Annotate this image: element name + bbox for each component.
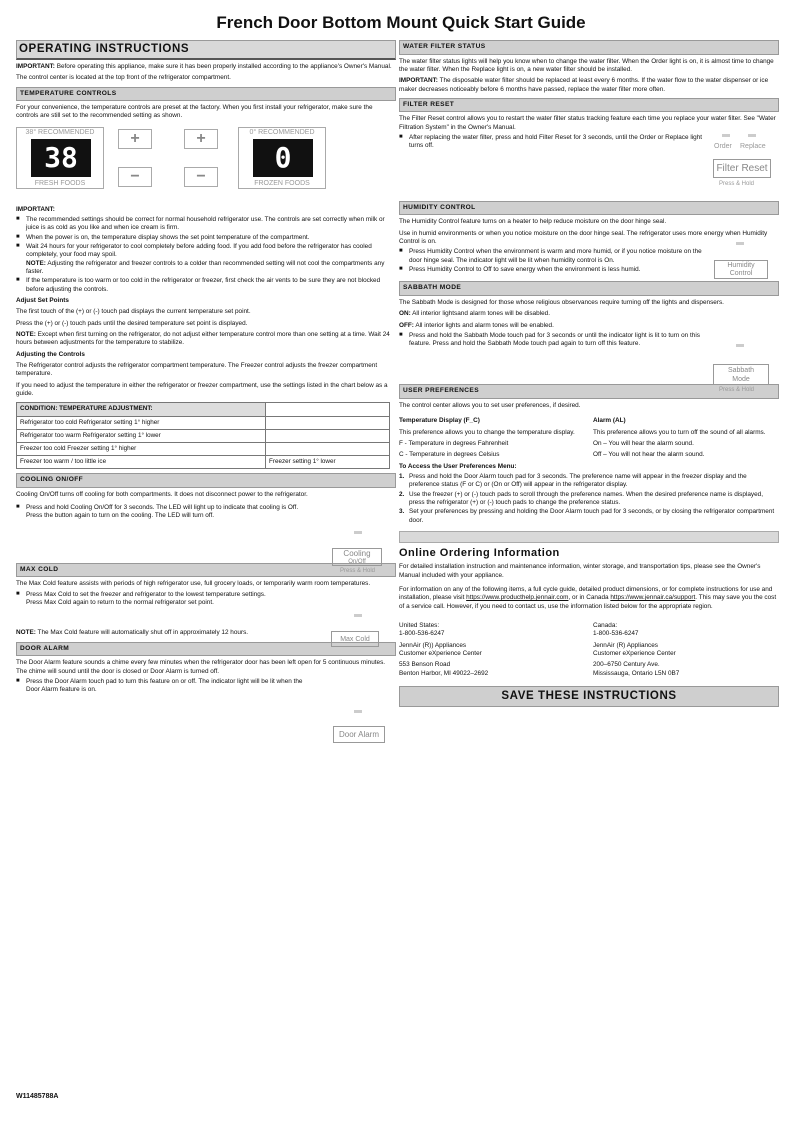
left-column: [16, 40, 396, 695]
sabbath-on: ON: All interior lightsand alarm tones will be disabled.: [399, 310, 550, 318]
list-item: ■ Wait 24 hours for your refrigerator to cool completely before adding food. If you add food before the refrigerator has cooled completely, your food may spoil. NOTE: Adjusting the refrigerator and freezer controls to a colder than recommended setting will not cool the compartments any faster.: [16, 243, 396, 276]
humidity-control-button[interactable]: Humidity Control: [714, 260, 768, 279]
fresh-foods-label: FRESH FOODS: [34, 179, 86, 187]
dooralarm-text: The Door Alarm feature sounds a chime every few minutes when the refrigerator door has been left open for 5 continuous minutes. The chime will sound until the door is closed or Door Alarm is turned off.: [16, 659, 386, 675]
divider-bar: [399, 531, 779, 543]
filter-reset-hint: Press & Hold: [719, 181, 755, 187]
humidity-indicator: [736, 242, 744, 245]
table-row: Freezer too warm / too little ice Freezer setting 1° lower: [17, 456, 390, 469]
waterfilter-heading: WATER FILTER STATUS: [399, 40, 779, 55]
adjust-text-2: Press the (+) or (-) touch pads until the desired temperature set point is displayed.: [16, 319, 248, 327]
frozen-minus-button[interactable]: −: [184, 167, 218, 187]
operating-important: IMPORTANT: Before operating this appliance, make sure it has been properly installed according to the appliance's Owner's Manual.: [16, 62, 392, 70]
table-row: Freezer too cold Freezer setting 1° higher: [17, 442, 390, 455]
frozen-foods-label: FROZEN FOODS: [254, 179, 310, 187]
list-item: 2. Use the freezer (+) or (-) touch pads to scroll through the preference names. When the desired preference name is displayed, press the refrigerator (+) or (-) touch pads to change the preference status.: [399, 490, 763, 506]
table-row: Refrigerator too warm Refrigerator setting 1° lower: [17, 429, 390, 442]
max-cold-button[interactable]: Max Cold: [331, 631, 379, 647]
temperature-control-panel: [16, 126, 396, 190]
frozen-plus-button[interactable]: +: [184, 129, 218, 149]
alarm-on: On – You will hear the alarm sound.: [593, 440, 694, 448]
online-text-2: For information on any of the following items, a full cycle guide, detailed product dimensions, or for complete instructions for use and installation, please visit https://www.producthelp.jennair.com, or in Canada https://www.jennair.ca/support. This may save you the cost of a service call. However, if you need to contact us, use the information listed below for the appropriate region.: [399, 585, 777, 610]
temp-display-desc: This preference allows you to change the temperature display.: [399, 428, 575, 436]
humidity-bullet-2: ■ Press Humidity Control to Off to save energy when the environment is less humid.: [399, 266, 704, 274]
cooling-hint: Press & Hold: [340, 568, 376, 574]
humidity-text-1: The Humidity Control feature turns on a heater to help reduce moisture on the door hinge seal.: [399, 218, 667, 226]
maxcold-note: NOTE: The Max Cold feature will automatically shut off in approximately 12 hours.: [16, 629, 249, 637]
frozen-value: 0: [253, 139, 313, 177]
order-label: Order: [714, 143, 732, 150]
maxcold-text: The Max Cold feature assists with periods of high refrigerator use, full grocery loads, or temporarily warm room temperatures.: [16, 580, 371, 588]
access-steps: [399, 473, 779, 525]
filterreset-bullet: ■ After replacing the water filter, press and hold Filter Reset for 3 seconds, until the Order or Replace light turns off.: [399, 134, 704, 151]
maxcold-bullet: ■ Press Max Cold to set the freezer and refrigerator to the lowest temperature settings. Press Max Cold again to return to the normal refrigerator set point.: [16, 591, 396, 608]
table-row: [17, 403, 390, 416]
list-item: 1. Press and hold the Door Alarm touch pad for 3 seconds. The preference name will appear in the freezer display and the preference status (F or C) or (On or Off) will appear in the refrigerator display.: [399, 473, 747, 489]
fresh-foods-display: [16, 127, 104, 189]
list-item: ■ When the power is on, the temperature display shows the set point temperature of the compartment.: [16, 234, 396, 242]
sabbath-heading: SABBATH MODE: [399, 281, 779, 296]
online-text-1: For detailed installation instruction and maintenance information, winter storage, and transportation tips, please see the Owner's Manual included with your appliance.: [399, 563, 761, 579]
userprefs-text: The control center allows you to set user preferences, if desired.: [399, 402, 581, 410]
adjustment-table: [16, 402, 390, 469]
waterfilter-important: IMPORTANT: The disposable water filter should be replaced at least every 6 months. If the water flow to the water dispenser or ice maker decreases noticeably before 6 months have passed, replace the water filter more often.: [399, 77, 769, 93]
temp-heading: TEMPERATURE CONTROLS: [16, 87, 396, 102]
cooling-indicator: [354, 531, 362, 534]
ca-phone: 1-800-536-6247: [593, 630, 639, 638]
frozen-foods-display: [238, 127, 326, 189]
humidity-bullet-1: ■ Press Humidity Control when the environment is warm and more humid, or if you notice moisture on the door hinge seal. The indicator light will be lit when humidity control is On.: [399, 248, 704, 265]
adjusting-text-1: The Refrigerator control adjusts the refrigerator compartment temperature. The Freezer control adjusts the freezer compartment temperature.: [16, 362, 378, 378]
access-title: To Access the User Preferences Menu:: [399, 462, 517, 470]
fresh-value: 38: [31, 139, 91, 177]
document-code: W11485788A: [16, 1093, 59, 1100]
ca-addr1: 200–6750 Century Ave.: [593, 661, 660, 669]
producthelp-link[interactable]: https://www.producthelp.jennair.com: [466, 594, 569, 602]
maxcold-heading: MAX COLD: [16, 563, 396, 578]
cooling-onoff-button[interactable]: Cooling On/Off: [332, 548, 382, 566]
cooling-heading: COOLING ON/OFF: [16, 473, 396, 488]
temp-display-title: Temperature Display (F_C): [399, 417, 480, 425]
userprefs-heading: USER PREFERENCES: [399, 384, 779, 399]
save-instructions-banner: SAVE THESE INSTRUCTIONS: [399, 686, 779, 707]
us-addr1: 553 Benson Road: [399, 661, 451, 669]
maxcold-indicator: [354, 614, 362, 617]
sabbath-indicator: [736, 344, 744, 347]
ca-center: Customer eXperience Center: [593, 649, 676, 657]
jennair-ca-link[interactable]: https://www.jennair.ca/support: [610, 594, 696, 602]
filterreset-heading: FILTER RESET: [399, 98, 779, 113]
alarm-title: Alarm (AL): [593, 417, 626, 425]
sabbath-off: OFF: All interior lights and alarm tones will be enabled.: [399, 321, 554, 329]
waterfilter-text: The water filter status lights will help you know when to change the water filter. When the Order light is on, it is almost time to change the water filter. When the Replace light is on, a new water filter should be installed.: [399, 57, 774, 73]
temp-important-label: IMPORTANT:: [16, 205, 55, 213]
door-alarm-button[interactable]: Door Alarm: [333, 726, 385, 743]
fresh-minus-button[interactable]: −: [118, 167, 152, 187]
sabbath-mode-button[interactable]: Sabbath Mode: [713, 364, 769, 385]
temp-display-f: F - Temperature in degrees Fahrenheit: [399, 440, 509, 448]
dooralarm-bullet: ■ Press the Door Alarm touch pad to turn this feature on or off. The indicator light will be lit when the Door Alarm feature is on.: [16, 678, 316, 695]
online-heading: Online Ordering Information: [399, 546, 560, 559]
fresh-plus-button[interactable]: +: [118, 129, 152, 149]
alarm-off: Off – You will not hear the alarm sound.: [593, 451, 705, 459]
table-row: Refrigerator too cold Refrigerator setting 1° higher: [17, 416, 390, 429]
us-label: United States:: [399, 621, 440, 629]
us-phone: 1-800-536-6247: [399, 630, 445, 638]
us-company: JennAir (R)) Appliances: [399, 641, 467, 649]
sabbath-text: The Sabbath Mode is designed for those whose religious observances require turning off the lights and dispensers.: [399, 298, 724, 306]
temp-bullets: [16, 216, 396, 294]
us-addr2: Benton Harbor, MI 49022–2692: [399, 669, 489, 677]
adjusting-text-2: If you need to adjust the temperature in either the refrigerator or freezer compartment, use the settings listed in the chart below as a guide.: [16, 381, 388, 398]
fresh-recommended-label: 38° RECOMMENDED: [25, 128, 95, 136]
temp-display-c: C - Temperature in degrees Celsius: [399, 451, 500, 459]
adjust-heading: Adjust Set Points: [16, 297, 69, 305]
list-item: 3. Set your preferences by pressing and holding the Door Alarm touch pad for 3 seconds, or by closing the refrigerator compartment door.: [399, 508, 775, 524]
alarm-desc: This preference allows you to turn off the sound of all alarms.: [593, 428, 766, 436]
table-header: CONDITION: TEMPERATURE ADJUSTMENT:: [17, 403, 266, 416]
humidity-text-2: Use in humid environments or when you notice moisture on the door hinge seal. The refrigerator uses more energy when Humidity Control is on.: [399, 229, 768, 245]
replace-indicator: [748, 134, 756, 137]
sabbath-hint: Press & Hold: [719, 387, 755, 393]
frozen-recommended-label: 0° RECOMMENDED: [249, 128, 315, 136]
humidity-heading: HUMIDITY CONTROL: [399, 201, 779, 216]
dooralarm-indicator: [354, 710, 362, 713]
operating-heading: OPERATING INSTRUCTIONS: [16, 40, 396, 60]
adjust-text-1: The first touch of the (+) or (-) touch pad displays the current temperature set point.: [16, 308, 251, 316]
list-item: ■ The recommended settings should be correct for normal household refrigerator use. The controls are set correctly when milk or juice is as cold as you like and when ice cream is firm.: [16, 216, 396, 233]
adjusting-heading: Adjusting the Controls: [16, 350, 85, 358]
filter-reset-button[interactable]: Filter Reset: [713, 159, 771, 178]
order-indicator: [722, 134, 730, 137]
us-center: Customer eXperience Center: [399, 649, 482, 657]
filterreset-text: The Filter Reset control allows you to restart the water filter status tracking feature each time you replace your water filter. See "Water Filtration System" in the Owner's Manual.: [399, 115, 776, 131]
dooralarm-heading: DOOR ALARM: [16, 642, 396, 657]
replace-label: Replace: [740, 143, 766, 150]
ca-company: JennAir (R) Appliances: [593, 641, 659, 649]
ca-label: Canada:: [593, 621, 618, 629]
temp-intro: For your convenience, the temperature controls are preset at the factory. When you first install your refrigerator, make sure the controls are still set to the recommended setting as shown.: [16, 104, 373, 120]
list-item: ■ If the temperature is too warm or too cold in the refrigerator or freezer, first check the air vents to be sure they are not blocked before adjusting the controls.: [16, 277, 396, 294]
ca-addr2: Mississauga, Ontario L5N 0B7: [593, 669, 680, 677]
page-title: French Door Bottom Mount Quick Start Guide: [216, 13, 586, 32]
cooling-bullet: ■ Press and hold Cooling On/Off for 3 seconds. The LED will light up to indicate that cooling is Off. Press the button again to turn on the cooling. The LED will turn off.: [16, 504, 306, 521]
sabbath-bullet: ■ Press and hold the Sabbath Mode touch pad for 3 seconds or until the indicator light is lit to turn on this feature. Press and hold the Sabbath Mode touch pad again to turn off this feature.: [399, 332, 704, 349]
operating-location: The control center is located at the top front of the refrigerator compartment.: [16, 74, 231, 82]
adjust-note: NOTE: Except when first turning on the refrigerator, do not adjust either temperature control more than one setting at a time. Wait 24 hours between adjustments for the temperature to stabilize.: [16, 331, 390, 347]
cooling-text: Cooling On/Off turns off cooling for both compartments. It does not disconnect power to the refrigerator.: [16, 490, 308, 498]
